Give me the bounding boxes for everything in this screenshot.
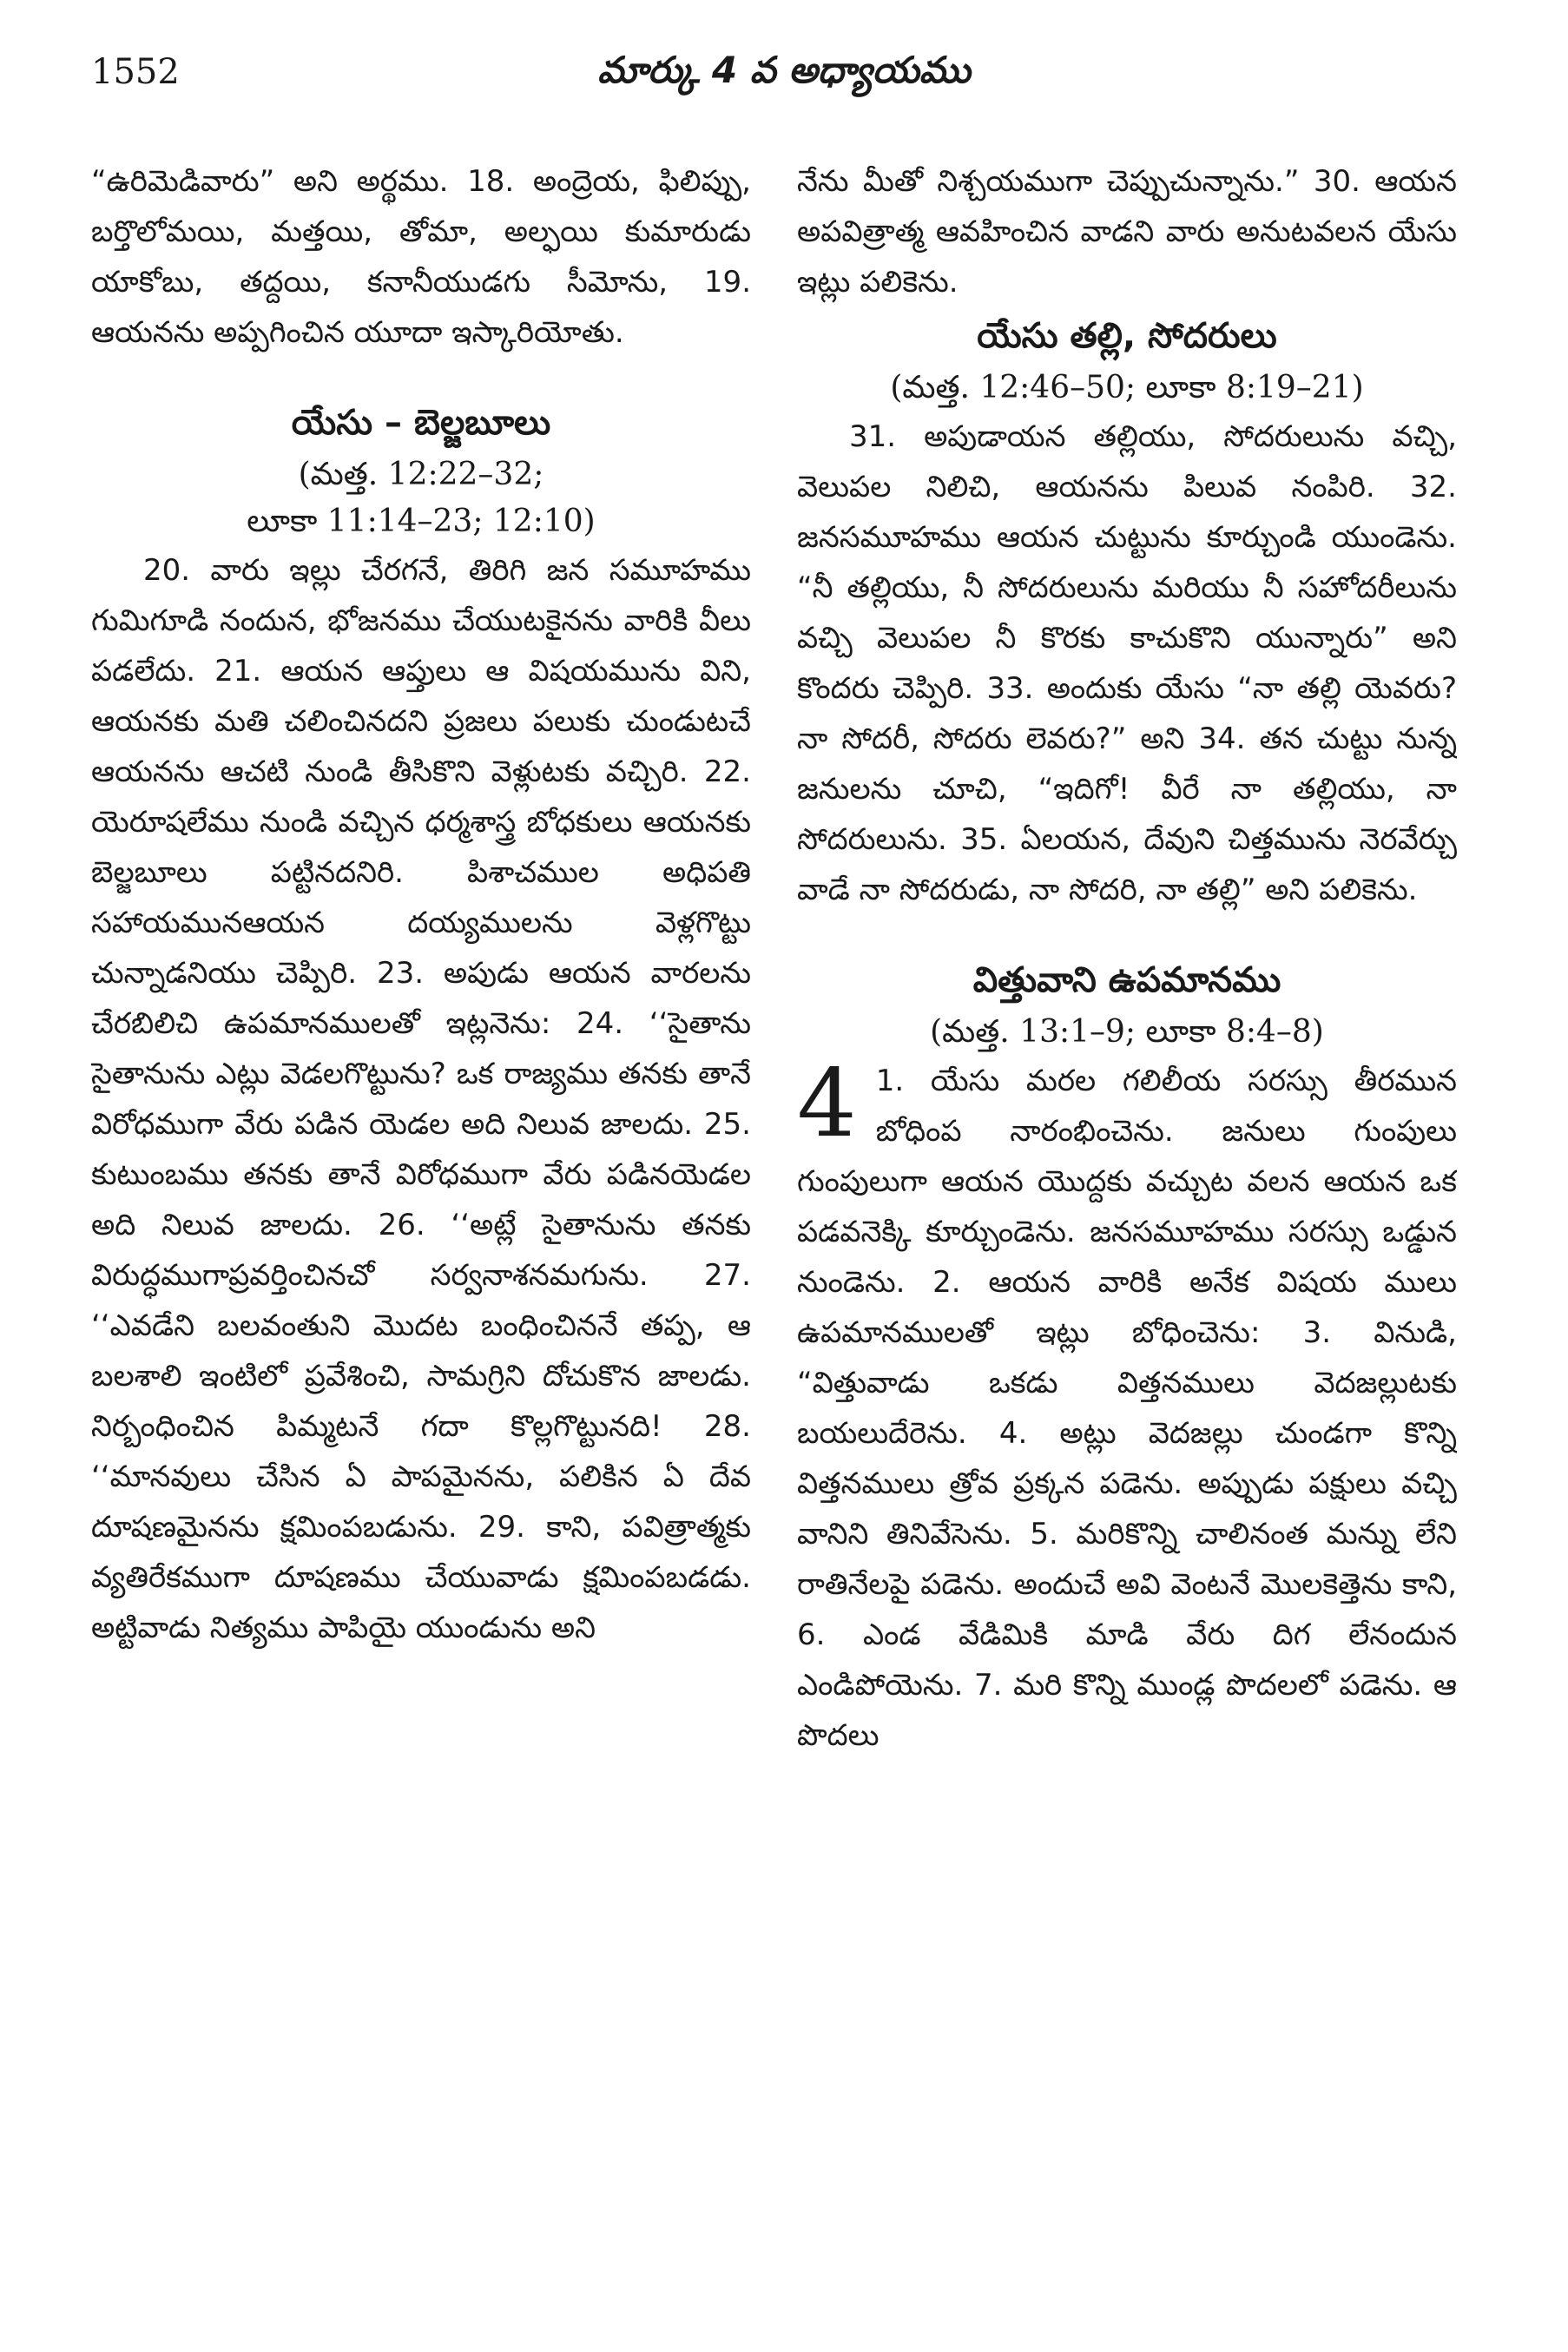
paragraph: “ఉరిమెడివారు” అని అర్థము. 18. అంద్రెయ, ఫిలిప్పు, బర్తొలోమయి, మత్తయి, తోమా, అల్ఫయి కుమారుడు యాకోబు, తద్దయి, కనానీయుడగు సీమోను, 19. ఆయనను అప్పగించిన యూదా ఇస్కారియోతు. (91, 164, 751, 350)
left-column (91, 156, 751, 2301)
chapter-number: 4 (797, 1050, 857, 1158)
running-title: మార్కు 4 వ అధ్యాయము (597, 49, 971, 91)
chapter-start (797, 1050, 1457, 1761)
page-header (91, 43, 1477, 113)
paragraph: నేను మీతో నిశ్చయముగా చెప్పుచున్నాను.” 30. ఆయన అపవిత్రాత్మ ఆవహించిన వాడని వారు అనుటవలన యేసు ఇట్లు పలికెను. (797, 164, 1457, 300)
paragraph: 1. యేసు మరల గలిలీయ సరస్సు తీరమున బోధింప నారంభించెను. జనులు గుంపులు గుంపులుగా ఆయన యొద్దకు వచ్చుట వలన ఆయన ఒక పడవనెక్కి కూర్చుండెను. జనసమూహము సరస్సు ఒడ్డున నుండెను. 2. ఆయన వారికి అనేక విషయ ములు ఉపమానములతో ఇట్లు బోధించెను: 3. వినుడి, “విత్తువాడు ఒకడు విత్తనములు వెదజల్లుటకు బయలుదేరెను. 4. అట్లు వెదజల్లు చుండగా కొన్ని విత్తనములు త్రోవ ప్రక్కన పడెను. అప్పుడు పక్షులు వచ్చి వానిని తినివేసెను. 5. మరికొన్ని చాలినంత మన్ను లేని రాతినేలపై పడెను. అందుచే అవి వెంటనే మొలకెత్తెను కాని, 6. ఎండ వేడిమికి మాడి వేరు దిగ లేనందున ఎండిపోయెను. 7. మరి కొన్ని ముండ్ల పొదలలో పడెను. ఆ పొదలు (797, 1064, 1457, 1753)
paragraph: 31. అపుడాయన తల్లియు, సోదరులును వచ్చి, వెలుపల నిలిచి, ఆయనను పిలువ నంపిరి. 32. జనసమూహము ఆయన చుట్టును కూర్చుండి యుండెను. “నీ తల్లియు, నీ సోదరులును మరియు నీ సహోదరీలును వచ్చి వెలుపల నీ కొరకు కాచుకొని యున్నారు” అని కొందరు చెప్పిరి. 33. అందుకు యేసు “నా తల్లి యెవరు? నా సోదరీ, సోదరు లెవరు?” అని 34. తన చుట్టు నున్న జనులను చూచి, “ఇదిగో! వీరే నా తల్లియు, నా సోదరులును. 35. ఏలయన, దేవుని చిత్తమును నెరవేర్చు వాడే నా సోదరుడు, నా సోదరి, నా తల్లి” అని పలికెను. (797, 419, 1457, 907)
section-heading: యేసు – బెల్జబూలు (291, 403, 551, 443)
cross-reference: (మత్త. 12:46–50; లూకా 8:19–21) (890, 370, 1364, 405)
cross-reference: లూకా 11:14–23; 12:10) (247, 504, 596, 539)
page-number: 1552 (91, 52, 180, 92)
right-column (797, 156, 1457, 2301)
section-heading: యేసు తల్లి, సోదరులు (977, 316, 1277, 356)
section-heading: విత్తువాని ఉపమానము (972, 960, 1281, 1000)
cross-reference: (మత్త. 12:22–32; (298, 457, 544, 492)
paragraph: 20. వారు ఇల్లు చేరగనే, తిరిగి జన సమూహము గుమిగూడి నందున, భోజనము చేయుటకైనను వారికి వీలు పడలేదు. 21. ఆయన ఆప్తులు ఆ విషయమును విని, ఆయనకు మతి చలించినదని ప్రజలు పలుకు చుండుటచే ఆయనను ఆచటి నుండి తీసికొని వెళ్లుటకు వచ్చిరి. 22. యెరూషలేము నుండి వచ్చిన ధర్మశాస్త్ర బోధకులు ఆయనకు బెల్జబూలు పట్టినదనిరి. పిశాచముల అధిపతి సహాయమునఆయన దయ్యములను వెళ్లగొట్టు చున్నాడనియు చెప్పిరి. 23. అపుడు ఆయన వారలను చేరబిలిచి ఉపమానములతో ఇట్లనెను: 24. ‘‘సైతాను సైతానును ఎట్లు వెడలగొట్టును? ఒక రాజ్యము తనకు తానే విరోధముగా వేరు పడిన యెడల అది నిలువ జాలదు. 25. కుటుంబము తనకు తానే విరోధముగా వేరు పడినయెడల అది నిలువ జాలదు. 26. ‘‘అట్లే సైతానును తనకు విరుద్ధముగాప్రవర్తించినచో సర్వనాశనమగును. 27. ‘‘ఎవడేని బలవంతుని మొదట బంధించిననే తప్ప, ఆ బలశాలి ఇంటిలో ప్రవేశించి, సామగ్రిని దోచుకొన జాలడు. నిర్బంధించిన పిమ్మటనే గదా కొల్లగొట్టునది! 28. ‘‘మానవులు చేసిన ఏ పాపమైనను, పలికిన ఏ దేవ దూషణమైనను క్షమింపబడును. 29. కాని, పవిత్రాత్మకు వ్యతిరేకముగా దూషణము చేయువాడు క్షమింపబడడు. అట్టివాడు నిత్యము పాపియై యుండును అని (91, 553, 751, 1645)
cross-reference: (మత్త. 13:1–9; లూకా 8:4–8) (930, 1014, 1324, 1050)
